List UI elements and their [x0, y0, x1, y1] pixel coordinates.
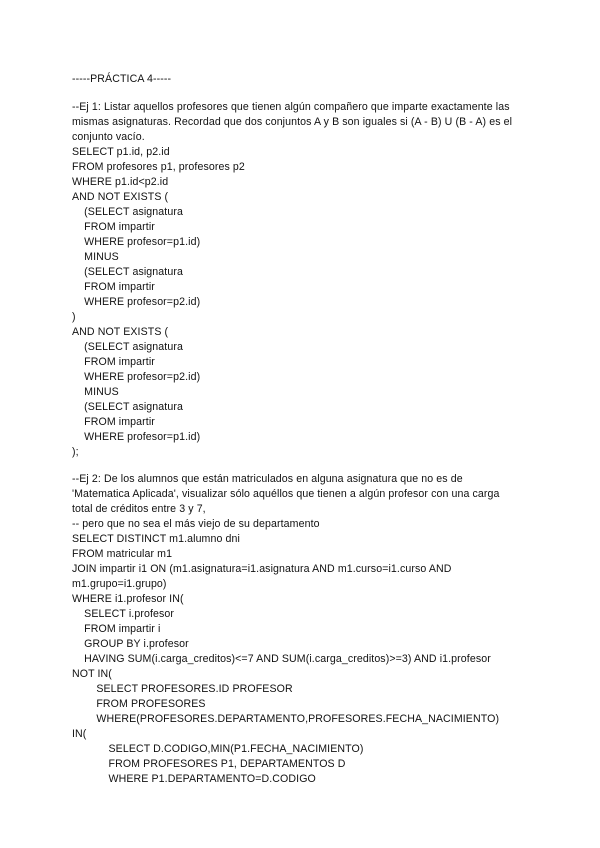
ej2-sql-line: IN( — [72, 728, 87, 740]
ej1-sql-line: WHERE profesor=p1.id) — [72, 236, 201, 248]
ej1-sql-line: AND NOT EXISTS ( — [72, 326, 169, 338]
ej2-sql-line: GROUP BY i.profesor — [72, 638, 189, 650]
ej2-sql-line: FROM PROFESORES P1, DEPARTAMENTOS D — [72, 758, 346, 770]
ej1-sql-line: WHERE p1.id<p2.id — [72, 176, 169, 188]
ej1-sql-line: (SELECT asignatura — [72, 266, 183, 278]
ej1-sql-line: FROM profesores p1, profesores p2 — [72, 161, 245, 173]
ej1-sql-line: (SELECT asignatura — [72, 401, 183, 413]
ej1-sql-line: (SELECT asignatura — [72, 206, 183, 218]
ej1-sql-line: (SELECT asignatura — [72, 341, 183, 353]
ej1-sql-line: WHERE profesor=p2.id) — [72, 371, 201, 383]
ej1-sql-line: MINUS — [72, 386, 119, 398]
ej1-sql-line: FROM impartir — [72, 356, 155, 368]
ej1-sql-line: SELECT p1.id, p2.id — [72, 146, 170, 158]
ej1-sql-line: FROM impartir — [72, 221, 155, 233]
ej2-sql-line: SELECT i.profesor — [72, 608, 174, 620]
practice-heading: -----PRÁCTICA 4----- — [72, 73, 172, 85]
ej2-sql-line: FROM matricular m1 — [72, 548, 173, 560]
ej1-sql-line: MINUS — [72, 251, 119, 263]
ej1-sql-line: FROM impartir — [72, 416, 155, 428]
ej2-sql-line: m1.grupo=i1.grupo) — [72, 578, 167, 590]
ej2-sql-line: SELECT PROFESORES.ID PROFESOR — [72, 683, 293, 695]
ej1-title-line: --Ej 1: Listar aquellos profesores que tienen algún compañero que imparte exactamente las — [72, 101, 510, 113]
ej2-sql-line: SELECT D.CODIGO,MIN(P1.FECHA_NACIMIENTO) — [72, 743, 364, 755]
ej2-title-line: total de créditos entre 3 y 7, — [72, 503, 206, 515]
ej2-title-line: --Ej 2: De los alumnos que están matriculados en alguna asignatura que no es de — [72, 473, 463, 485]
ej1-title-line: conjunto vacío. — [72, 131, 145, 143]
ej2-title-line: 'Matematica Aplicada', visualizar sólo aquéllos que tienen a algún profesor con una carga — [72, 488, 500, 500]
ej1-title-line: mismas asignaturas. Recordad que dos conjuntos A y B son iguales si (A - B) U (B - A) es el — [72, 116, 513, 128]
ej1-sql-line: ) — [72, 311, 76, 323]
ej2-sql-line: NOT IN( — [72, 668, 112, 680]
ej1-sql-line: WHERE profesor=p1.id) — [72, 431, 201, 443]
ej1-sql-line: ); — [72, 446, 79, 458]
ej1-sql-line: FROM impartir — [72, 281, 155, 293]
ej2-sql-line: HAVING SUM(i.carga_creditos)<=7 AND SUM(i.carga_creditos)>=3) AND i1.profesor — [72, 653, 491, 665]
ej2-sql-line: FROM impartir i — [72, 623, 161, 635]
ej2-sql-line: SELECT DISTINCT m1.alumno dni — [72, 533, 240, 545]
ej2-sql-line: WHERE P1.DEPARTAMENTO=D.CODIGO — [72, 773, 316, 785]
ej2-sql-line: WHERE i1.profesor IN( — [72, 593, 184, 605]
ej1-sql-line: WHERE profesor=p2.id) — [72, 296, 201, 308]
ej2-title-line: -- pero que no sea el más viejo de su departamento — [72, 518, 320, 530]
ej2-sql-line: JOIN impartir i1 ON (m1.asignatura=i1.asignatura AND m1.curso=i1.curso AND — [72, 563, 452, 575]
ej2-sql-line: FROM PROFESORES — [72, 698, 206, 710]
ej2-sql-line: WHERE(PROFESORES.DEPARTAMENTO,PROFESORES.FECHA_NACIMIENTO) — [72, 713, 500, 725]
ej1-sql-line: AND NOT EXISTS ( — [72, 191, 169, 203]
